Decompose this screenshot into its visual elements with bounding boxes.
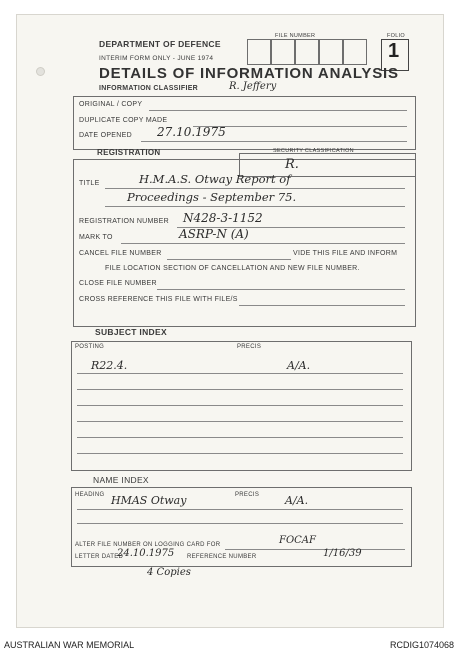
file-number-cell [247, 39, 271, 65]
vide-text: VIDE THIS FILE AND INFORM [293, 250, 398, 257]
punch-hole [36, 67, 45, 76]
date-opened-value: 27.10.1975 [157, 125, 226, 139]
close-file-label: CLOSE FILE NUMBER [79, 280, 157, 287]
footer-right: RCDIG1074068 [389, 640, 454, 650]
precis-label: PRECIS [237, 344, 262, 350]
reference-number-label: REFERENCE NUMBER [187, 554, 257, 560]
mark-to-label: MARK TO [79, 234, 113, 241]
registration-number-label: REGISTRATION NUMBER [79, 218, 169, 225]
file-number-cell [319, 39, 343, 65]
registration-header: REGISTRATION [97, 148, 161, 157]
file-number-label: FILE NUMBER [275, 33, 316, 39]
folio-label: FOLIO [387, 33, 406, 39]
classifier-label: INFORMATION CLASSIFIER [99, 85, 199, 92]
heading-value: HMAS Otway [111, 494, 187, 507]
heading-label: HEADING [75, 492, 105, 498]
posting-value: R22.4. [91, 359, 128, 372]
registration-number-value: N428-3-1152 [183, 211, 263, 225]
footer-left: AUSTRALIAN WAR MEMORIAL [4, 640, 135, 650]
page-title: DETAILS OF INFORMATION ANALYSIS [99, 65, 399, 82]
classifier-signature: R. Jeffery [229, 81, 277, 92]
subject-index-header: SUBJECT INDEX [95, 327, 167, 337]
name-index-header: NAME INDEX [93, 475, 149, 485]
cancel-file-label: CANCEL FILE NUMBER [79, 250, 162, 257]
duplicate-copy-label: DUPLICATE COPY MADE [79, 117, 168, 124]
letter-dated-label: LETTER DATED [75, 554, 124, 560]
copies-note: 4 Copies [147, 567, 191, 578]
department-label: DEPARTMENT OF DEFENCE [99, 39, 221, 49]
file-location-text: FILE LOCATION SECTION OF CANCELLATION AND NEW FILE NUMBER. [105, 265, 360, 272]
report-title-line2: Proceedings - September 75. [127, 190, 297, 204]
original-copy-label: ORIGINAL / COPY [79, 101, 143, 108]
alter-file-value: FOCAF [279, 535, 316, 546]
file-number-cell [295, 39, 319, 65]
mark-to-value: ASRP-N (A) [179, 227, 249, 241]
date-opened-label: DATE OPENED [79, 132, 132, 139]
report-title-line1: H.M.A.S. Otway Report of [139, 172, 291, 186]
subject-precis-value: A/A. [287, 359, 311, 372]
letter-dated-value: 24.10.1975 [117, 548, 175, 559]
title-label: TITLE [79, 180, 100, 187]
file-number-cell [271, 39, 295, 65]
name-precis-value: A/A. [285, 494, 309, 507]
folio-number: 1 [388, 40, 400, 62]
security-classification-value: R. [285, 157, 299, 172]
security-classification-label: SECURITY CLASSIFICATION [273, 148, 354, 154]
file-number-cell [343, 39, 367, 65]
reference-number-value: 1/16/39 [323, 548, 362, 559]
name-precis-label: PRECIS [235, 492, 260, 498]
interim-note: INTERIM FORM ONLY - JUNE 1974 [99, 55, 214, 62]
form-sheet [16, 14, 444, 628]
posting-label: POSTING [75, 344, 105, 350]
cross-reference-label: CROSS REFERENCE THIS FILE WITH FILE/S [79, 296, 238, 303]
alter-file-label: ALTER FILE NUMBER ON LOGGING CARD FOR [75, 542, 221, 548]
